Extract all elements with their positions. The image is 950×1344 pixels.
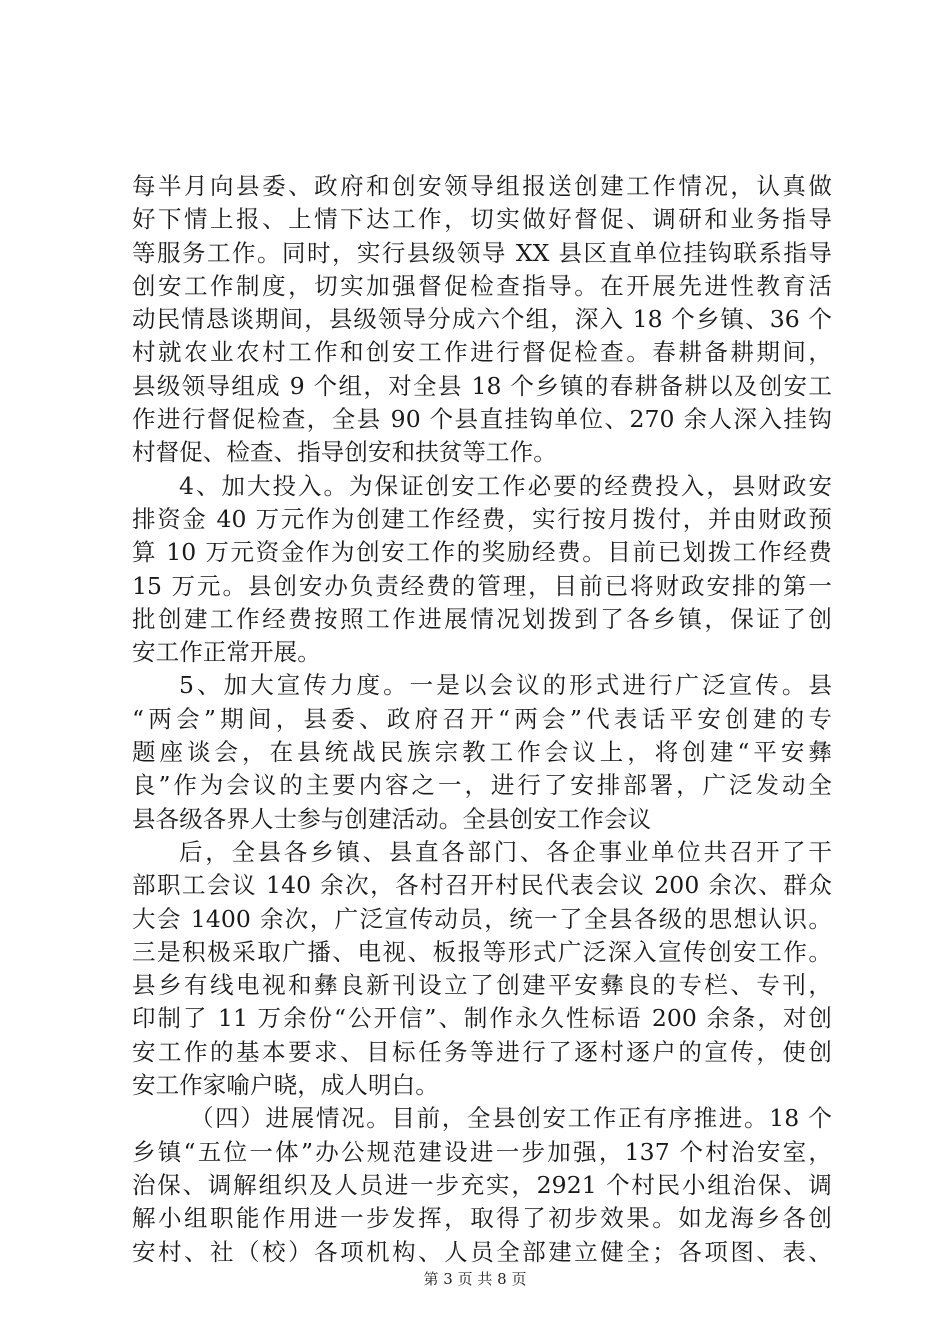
text-line: 好下情上报、上情下达工作，切实做好督促、调研和业务指导 <box>132 205 832 234</box>
text-line: 县各级各界人士参与创建活动。全县创安工作会议 <box>132 804 652 833</box>
text-line: 部职工会议 140 余次，各村召开村民代表会议 200 余次、群众 <box>132 871 832 900</box>
text-line: 批创建工作经费按照工作进展情况划拨到了各乡镇，保证了创 <box>132 604 832 633</box>
text-line: 乡镇“五位一体”办公规范建设进一步加强，137 个村治安室， <box>132 1137 832 1166</box>
text-line: 县级领导组成 9 个组，对全县 18 个乡镇的春耕备耕以及创安工 <box>132 371 832 400</box>
text-line: 解小组职能作用进一步发挥，取得了初步效果。如龙海乡各创 <box>132 1204 832 1233</box>
text-line: 后，全县各乡镇、县直各部门、各企事业单位共召开了干 <box>179 837 832 866</box>
page-footer: 第 3 页 共 8 页 <box>423 1270 527 1288</box>
text-line: 15 万元。县创安办负责经费的管理，目前已将财政安排的第一 <box>132 571 832 600</box>
text-line: 大会 1400 余次，广泛宣传动员，统一了全县各级的思想认识。 <box>132 904 832 933</box>
text-line: 三是积极采取广播、电视、板报等形式广泛深入宣传创安工作。 <box>132 937 832 966</box>
text-line: 安工作家喻户晓，成人明白。 <box>132 1071 439 1100</box>
text-line: 题座谈会，在县统战民族宗教工作会议上，将创建“平安彝 <box>132 738 832 767</box>
text-line: 4、加大投入。为保证创安工作必要的经费投入，县财政安 <box>179 471 832 500</box>
text-line: （四）进展情况。目前，全县创安工作正有序推进。18 个 <box>190 1104 832 1133</box>
text-line: “两会”期间，县委、政府召开“两会”代表话平安创建的专 <box>132 704 832 733</box>
text-line: 村就农业农村工作和创安工作进行督促检查。春耕备耕期间， <box>132 338 832 367</box>
text-line: 每半月向县委、政府和创安领导组报送创建工作情况，认真做 <box>132 172 832 200</box>
text-line: 排资金 40 万元作为创建工作经费，实行按月拨付，并由财政预 <box>132 504 832 533</box>
document-body <box>132 170 832 1269</box>
text-line: 良”作为会议的主要内容之一，进行了安排部署，广泛发动全 <box>132 771 832 800</box>
text-line: 5、加大宣传力度。一是以会议的形式进行广泛宣传。县 <box>179 671 832 700</box>
text-line: 县乡有线电视和彝良新刊设立了创建平安彝良的专栏、专刊， <box>132 971 832 1000</box>
text-line: 村督促、检查、指导创安和扶贫等工作。 <box>132 438 557 467</box>
text-line: 作进行督促检查，全县 90 个县直挂钩单位、270 余人深入挂钩 <box>132 405 832 434</box>
text-line: 印制了 11 万余份“公开信”、制作永久性标语 200 余条，对创 <box>132 1004 832 1033</box>
text-line: 安工作正常开展。 <box>132 638 321 667</box>
text-line: 安村、社（校）各项机构、人员全部建立健全；各项图、表、 <box>132 1237 832 1266</box>
text-line: 算 10 万元资金作为创安工作的奖励经费。目前已划拨工作经费 <box>132 538 832 567</box>
text-line: 治保、调解组织及人员进一步充实，2921 个村民小组治保、调 <box>132 1170 832 1199</box>
text-line: 动民情恳谈期间，县级领导分成六个组，深入 18 个乡镇、36 个 <box>132 305 832 334</box>
text-line: 安工作的基本要求、目标任务等进行了逐村逐户的宣传，使创 <box>132 1037 832 1066</box>
text-line: 等服务工作。同时，实行县级领导 XX 县区直单位挂钩联系指导 <box>132 238 832 267</box>
text-line: 创安工作制度，切实加强督促检查指导。在开展先进性教育活 <box>132 271 832 300</box>
